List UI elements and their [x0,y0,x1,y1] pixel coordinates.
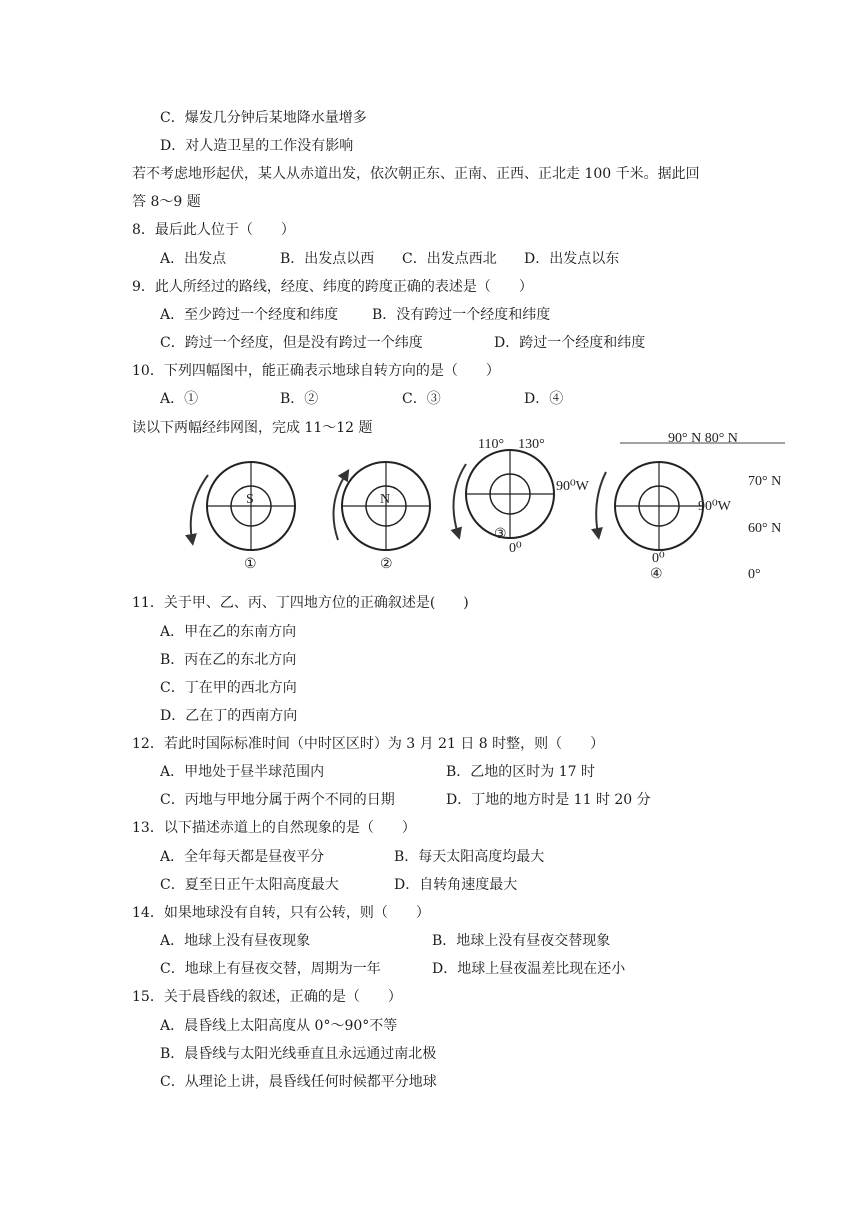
rotation-arrow-1 [191,475,208,540]
q8-option-c: C．出发点西北 [402,251,497,267]
q11-option-c: C．丁在甲的西北方向 [160,680,297,696]
diagram-3-number: ③ [494,527,507,542]
question-12: 12．若此时国际标准时间（中时区区时）为 3 月 21 日 8 时整，则（ ） [132,736,605,752]
intro-8-9-line2: 答 8～9 题 [132,194,201,210]
q14-option-b: B．地球上没有昼夜交替现象 [432,933,611,949]
intro-8-9-line1: 若不考虑地形起伏，某人从赤道出发，依次朝正东、正南、正西、正北走 100 千米。据此回 [132,166,700,182]
q14-option-c: C．地球上有昼夜交替，周期为一年 [160,961,381,977]
q13-option-a: A．全年每天都是昼夜平分 [160,849,325,865]
question-10: 10．下列四幅图中，能正确表示地球自转方向的是（ ） [132,363,500,379]
question-9: 9．此人所经过的路线，经度、纬度的跨度正确的表述是（ ） [132,279,533,295]
question-8: 8．最后此人位于（ ） [132,222,295,238]
q8-option-d: D．出发点以东 [524,251,620,267]
q9-option-a: A．至少跨过一个经度和纬度 [160,307,339,323]
diagram-3 [454,437,590,556]
diagram-1 [191,462,295,572]
q13-option-c: C．夏至日正午太阳高度最大 [160,877,339,893]
q7-option-c: C．爆发几分钟后某地降水量增多 [160,110,367,126]
question-15: 15．关于晨昏线的叙述，正确的是（ ） [132,989,402,1005]
diagram-2 [334,462,431,572]
q7-option-d: D．对人造卫星的工作没有影响 [160,138,354,154]
q8-option-b: B．出发点以西 [280,251,375,267]
q13-option-b: B．每天太阳高度均最大 [394,849,545,865]
q10-option-b: B．② [280,391,319,407]
intro-11-12: 读以下两幅经纬网图，完成 11～12 题 [132,420,373,436]
diagram-1-number: ① [244,557,257,572]
question-11: 11．关于甲、乙、丙、丁四地方位的正确叙述是( ) [132,595,469,611]
diagram-4-longitude-label: 90⁰W [698,499,731,514]
rotation-figure [0,430,860,590]
diagram-3-longitude-label: 90⁰W [556,479,589,494]
diagram-4-zero-label: 0⁰ [652,551,665,566]
q10-option-d: D．④ [524,391,564,407]
grid-60-label: 60° N [748,521,782,536]
q10-option-c: C．③ [402,391,441,407]
q9-option-b: B．没有跨过一个经度和纬度 [372,307,551,323]
q15-option-b: B．晨昏线与太阳光线垂直且永远通过南北极 [160,1046,437,1062]
q12-option-c: C．丙地与甲地分属于两个不同的日期 [160,792,395,808]
q9-option-d: D．跨过一个经度和纬度 [494,335,646,351]
diagram-3-top-label: 110° 130° [478,437,545,452]
diagram-2-pole-label: N [380,492,391,507]
diagram-4 [596,462,731,582]
q11-option-a: A．甲在乙的东南方向 [160,624,297,640]
q12-option-a: A．甲地处于昼半球范围内 [160,764,325,780]
q15-option-c: C．从理论上讲，晨昏线任何时候都平分地球 [160,1074,437,1090]
diagram-2-number: ② [380,557,393,572]
question-13: 13．以下描述赤道上的自然现象的是（ ） [132,820,416,836]
q14-option-a: A．地球上没有昼夜现象 [160,933,311,949]
rotation-diagrams-svg [0,430,860,590]
q12-option-b: B．乙地的区时为 17 时 [446,764,596,780]
rotation-arrow-2 [334,474,347,540]
q11-option-b: B．丙在乙的东北方向 [160,652,297,668]
rotation-arrow-3 [454,464,467,534]
grid-0-label: 0° [748,567,761,582]
q9-option-c: C．跨过一个经度，但是没有跨过一个纬度 [160,335,423,351]
grid-70-label: 70° N [748,474,782,489]
diagram-4-number: ④ [650,567,663,582]
q11-option-d: D．乙在丁的西南方向 [160,708,298,724]
q14-option-d: D．地球上昼夜温差比现在还小 [432,961,626,977]
q15-option-a: A．晨昏线上太阳高度从 0°～90°不等 [160,1018,398,1034]
grid-top-label: 90° N 80° N [668,431,738,446]
q12-option-d: D．丁地的地方时是 11 时 20 分 [446,792,651,808]
q8-option-a: A．出发点 [160,251,227,267]
q10-option-a: A．① [160,391,199,407]
rotation-arrow-4 [596,472,606,534]
diagram-3-zero-label: 0⁰ [509,541,522,556]
diagram-1-pole-label: S [246,492,254,507]
question-14: 14．如果地球没有自转，只有公转，则（ ） [132,905,430,921]
q13-option-d: D．自转角速度最大 [394,877,518,893]
